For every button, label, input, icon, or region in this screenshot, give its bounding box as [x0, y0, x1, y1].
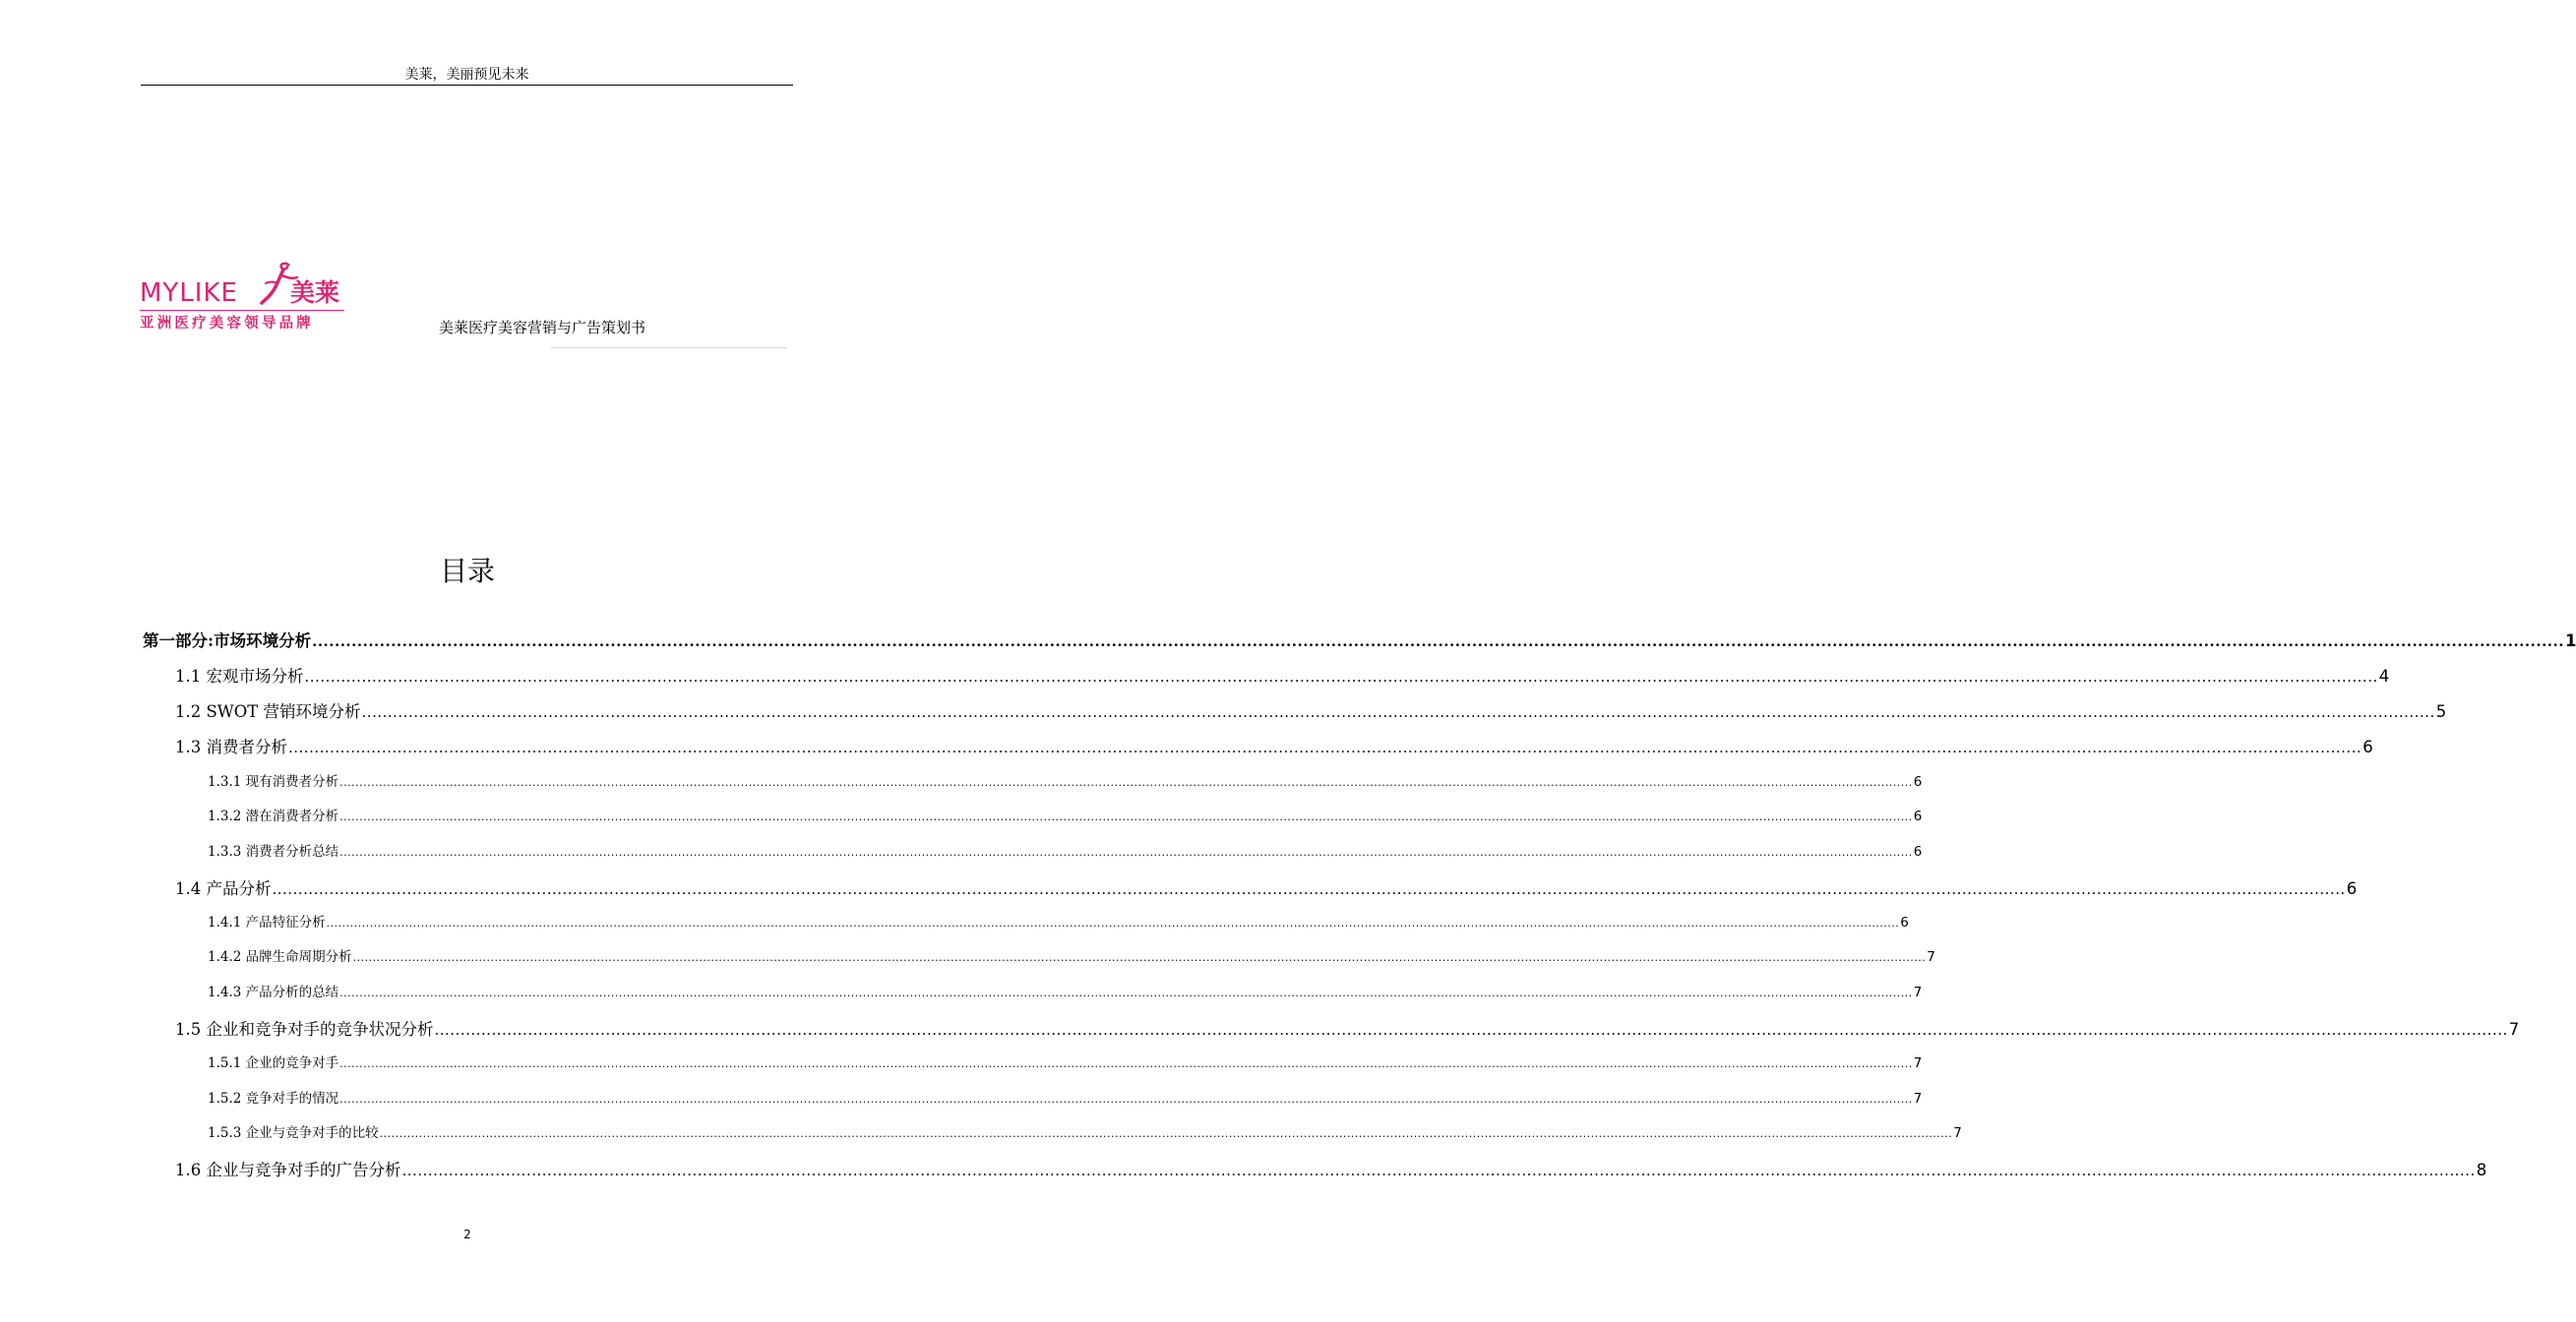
toc-entry-title: 第一部分:市场环境分析 — [143, 631, 312, 650]
toc-dot-leader: ................................................................................................................................................................................................................................................................................................................................................................................................................ — [339, 1093, 1913, 1106]
toc-dot-leader: ................................................................................................................................................................................................................................................................................................................................................................................................................ — [434, 1021, 2508, 1039]
toc-entry-title: 1.3 消费者分析 — [175, 738, 287, 756]
toc-entry-page: 4 — [2378, 667, 2390, 686]
toc-entry-title: 1.6 企业与竞争对手的广告分析 — [175, 1161, 401, 1179]
logo-tagline: 亚洲医疗美容领导品牌 — [140, 316, 314, 331]
toc-dot-leader: ................................................................................................................................................................................................................................................................................................................................................................................................................ — [339, 987, 1913, 999]
toc-entry-title: 1.4.3 产品分析的总结 — [208, 985, 339, 1000]
header-rule — [141, 85, 793, 86]
toc-entry-title: 1.3.1 现有消费者分析 — [208, 774, 339, 790]
toc-entry-level3[interactable] — [208, 1121, 1962, 1141]
toc-dot-leader: ................................................................................................................................................................................................................................................................................................................................................................................................................ — [339, 1057, 1913, 1070]
toc-entry-page: 7 — [1913, 1091, 1923, 1107]
toc-entry-level1[interactable] — [143, 628, 2576, 651]
toc-dot-leader: ................................................................................................................................................................................................................................................................................................................................................................................................................ — [339, 811, 1913, 823]
toc-entry-title: 1.5.1 企业的竞争对手 — [208, 1055, 339, 1071]
toc-entry-level2[interactable] — [175, 663, 2390, 687]
toc-entry-level2[interactable] — [175, 698, 2447, 722]
toc-heading: 目录 — [439, 555, 495, 587]
toc-entry-level3[interactable] — [208, 911, 1909, 931]
toc-entry-title: 1.5 企业和竞争对手的竞争状况分析 — [175, 1020, 434, 1039]
toc-dot-leader: ................................................................................................................................................................................................................................................................................................................................................................................................................ — [361, 703, 2435, 721]
toc-dot-leader: ................................................................................................................................................................................................................................................................................................................................................................................................................ — [326, 917, 1900, 930]
toc-dot-leader: ................................................................................................................................................................................................................................................................................................................................................................................................................ — [339, 846, 1913, 859]
toc-entry-page: 6 — [1913, 809, 1923, 824]
toc-entry-title: 1.4.2 品牌生命周期分析 — [208, 949, 352, 965]
logo-rule — [140, 310, 344, 311]
toc-dot-leader: ................................................................................................................................................................................................................................................................................................................................................................................................................ — [272, 880, 2346, 898]
title-rule — [551, 347, 787, 348]
toc-dot-leader: ................................................................................................................................................................................................................................................................................................................................................................................................................ — [352, 951, 1927, 964]
toc-entry-page: 7 — [2508, 1020, 2520, 1039]
toc-entry-title: 1.3.2 潜在消费者分析 — [208, 809, 339, 824]
logo-brand-en: MYLIKE — [140, 278, 238, 308]
page-header: 美莱，美丽预见未来 — [404, 67, 529, 83]
toc-entry-level2[interactable] — [175, 1016, 2520, 1040]
toc-entry-level3[interactable] — [208, 1087, 1923, 1107]
toc-dot-leader: ................................................................................................................................................................................................................................................................................................................................................................................................................ — [312, 632, 2564, 650]
toc-entry-level2[interactable] — [175, 875, 2358, 899]
toc-entry-page: 7 — [1953, 1125, 1962, 1141]
toc-entry-page: 1 — [2564, 631, 2576, 650]
toc-entry-page: 6 — [1913, 844, 1923, 860]
toc-entry-title: 1.2 SWOT 营销环境分析 — [175, 702, 361, 721]
toc-entry-page: 5 — [2435, 702, 2447, 721]
mylike-logo — [140, 260, 351, 338]
toc-entry-page: 7 — [1927, 949, 1935, 965]
toc-dot-leader: ................................................................................................................................................................................................................................................................................................................................................................................................................ — [379, 1127, 1953, 1140]
toc-entry-page: 8 — [2476, 1161, 2487, 1179]
toc-entry-title: 1.3.3 消费者分析总结 — [208, 844, 339, 860]
toc-entry-page: 6 — [2362, 738, 2373, 756]
toc-entry-page: 7 — [1913, 1055, 1923, 1071]
toc-entry-level3[interactable] — [208, 1052, 1923, 1071]
toc-entry-page: 7 — [1913, 985, 1923, 1000]
toc-dot-leader: ................................................................................................................................................................................................................................................................................................................................................................................................................ — [304, 668, 2378, 686]
logo-brand-cn: 美莱 — [290, 278, 340, 307]
toc-entry-level3[interactable] — [208, 840, 1923, 860]
toc-entry-page: 6 — [1913, 774, 1923, 790]
toc-dot-leader: ................................................................................................................................................................................................................................................................................................................................................................................................................ — [339, 776, 1913, 789]
toc-entry-title: 1.5.3 企业与竞争对手的比较 — [208, 1125, 379, 1141]
toc-dot-leader: ................................................................................................................................................................................................................................................................................................................................................................................................................ — [288, 739, 2362, 756]
toc-entry-level2[interactable] — [175, 734, 2373, 757]
toc-entry-title: 1.4.1 产品特征分析 — [208, 915, 326, 931]
toc-entry-page: 6 — [1900, 915, 1909, 931]
toc-entry-title: 1.4 产品分析 — [175, 879, 272, 898]
toc-entry-level3[interactable] — [208, 805, 1923, 824]
document-title: 美莱医疗美容营销与广告策划书 — [439, 319, 646, 336]
toc-entry-title: 1.1 宏观市场分析 — [175, 667, 304, 686]
toc-entry-level3[interactable] — [208, 770, 1923, 790]
toc-entry-page: 6 — [2346, 879, 2358, 898]
page-number: 2 — [463, 1228, 471, 1241]
toc-entry-title: 1.5.2 竞争对手的情况 — [208, 1091, 339, 1107]
toc-dot-leader: ................................................................................................................................................................................................................................................................................................................................................................................................................ — [401, 1162, 2476, 1179]
toc-entry-level3[interactable] — [208, 981, 1923, 1000]
toc-entry-level2[interactable] — [175, 1157, 2487, 1180]
toc-entry-level3[interactable] — [208, 945, 1935, 965]
